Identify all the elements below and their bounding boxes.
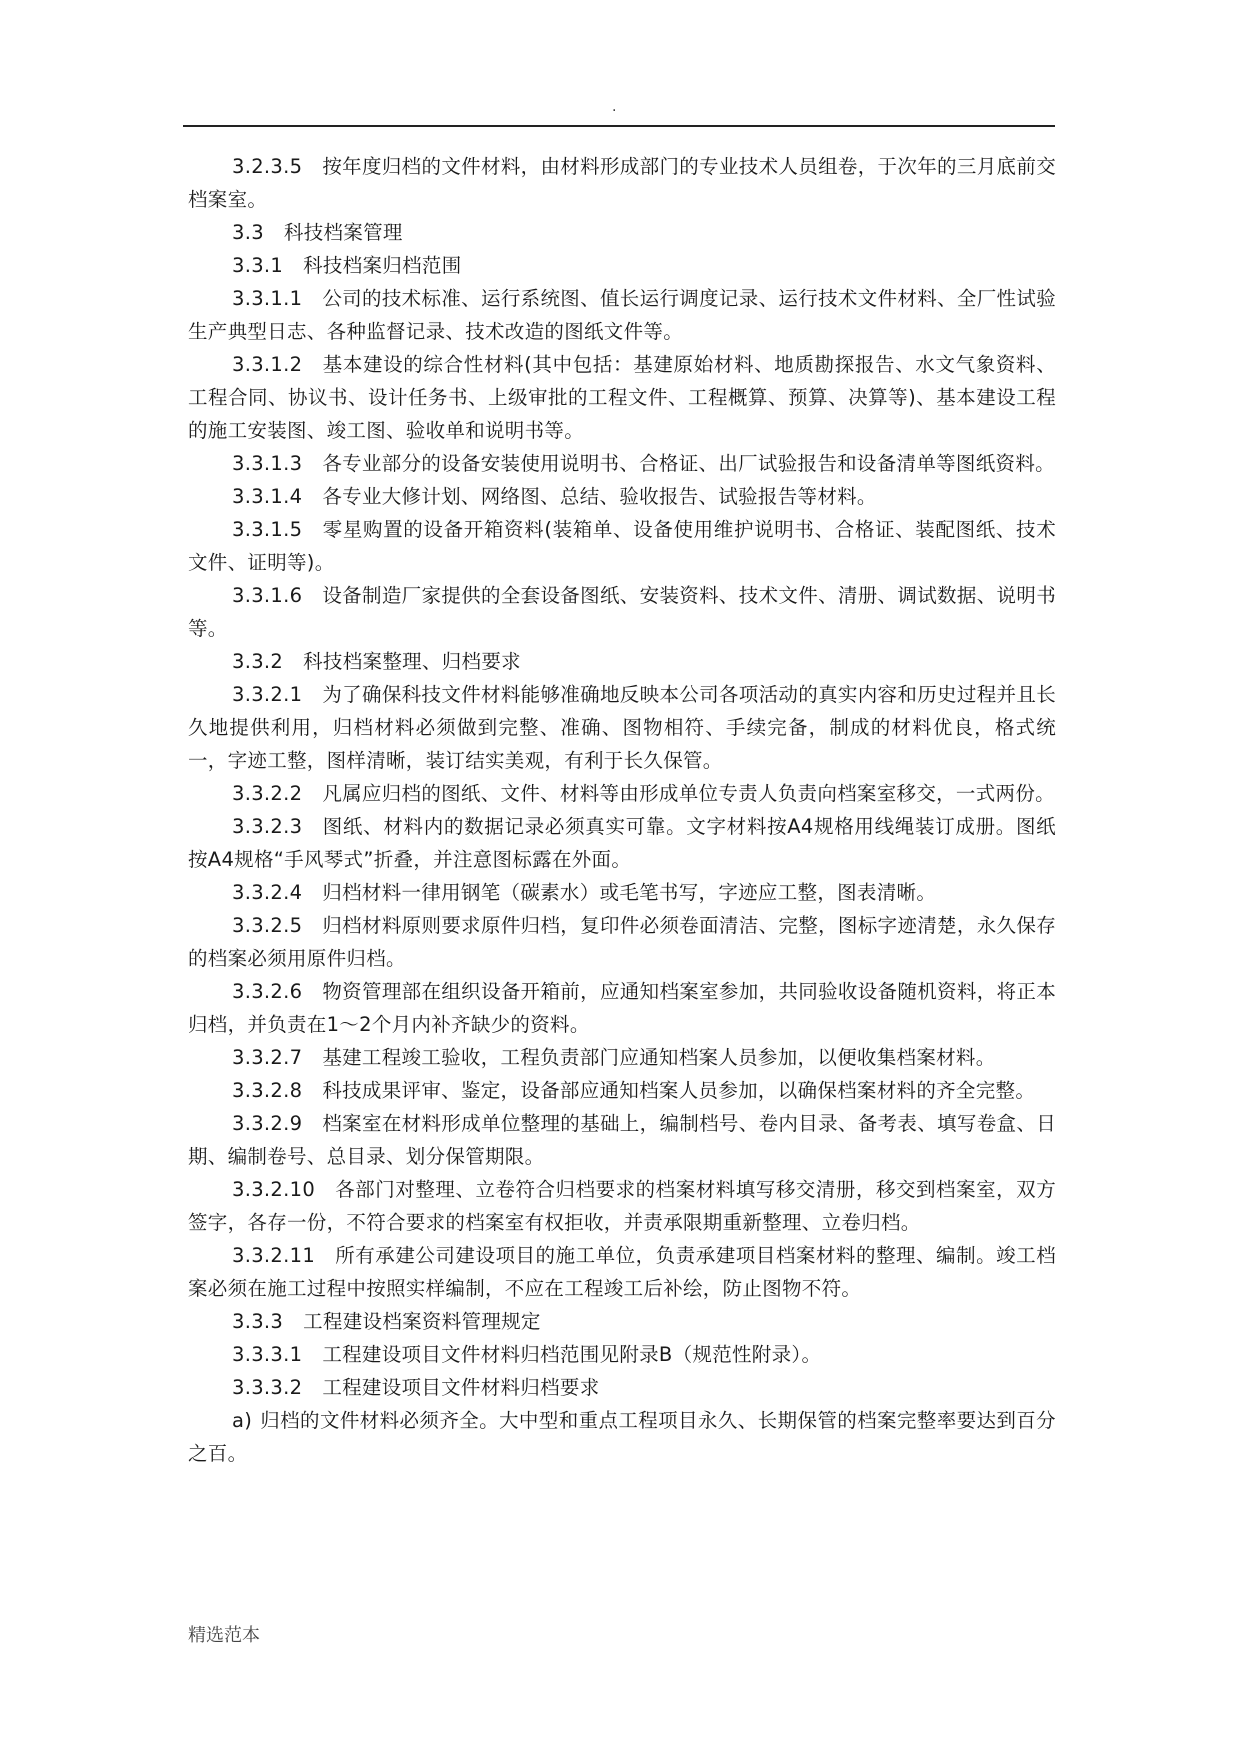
clause-number: 3.3.2.5 (232, 914, 303, 937)
clause-number: 3.3.1.1 (232, 287, 303, 310)
document-body (188, 150, 1056, 1470)
paragraph-3-3-1-4 (188, 480, 1056, 513)
list-marker: a) (232, 1409, 253, 1432)
clause-text: 科技档案管理 (283, 221, 403, 244)
paragraph-3-3-3-2 (188, 1371, 1056, 1404)
clause-number: 3.3.2.2 (232, 782, 303, 805)
header-mark: . (612, 99, 617, 115)
clause-text: 工程建设档案资料管理规定 (303, 1310, 541, 1333)
paragraph-3-3-2-7 (188, 1041, 1056, 1074)
clause-number: 3.3.2.8 (232, 1079, 303, 1102)
clause-text: 设备制造厂家提供的全套设备图纸、安装资料、技术文件、清册、调试数据、说明书等。 (188, 584, 1056, 640)
paragraph-3-3-2-11 (188, 1239, 1056, 1305)
section-heading-3-3-1 (188, 249, 1056, 282)
paragraph-3-3-2-1 (188, 678, 1056, 777)
paragraph-3-3-3-1 (188, 1338, 1056, 1371)
clause-number: 3.3.2 (232, 650, 284, 673)
clause-text: 图纸、材料内的数据记录必须真实可靠。文字材料按A4规格用线绳装订成册。图纸按A4规格“手风琴式”折叠，并注意图标露在外面。 (188, 815, 1056, 871)
clause-number: 3.3.3 (232, 1310, 284, 1333)
clause-number: 3.3.2.4 (232, 881, 303, 904)
clause-text: 公司的技术标准、运行系统图、值长运行调度记录、运行技术文件材料、全厂性试验生产典型日志、各种监督记录、技术改造的图纸文件等。 (188, 287, 1056, 343)
section-heading-3-3-2 (188, 645, 1056, 678)
clause-text: 物资管理部在组织设备开箱前，应通知档案室参加，共同验收设备随机资料，将正本归档，并负责在1～2个月内补齐缺少的资料。 (188, 980, 1056, 1036)
clause-text: 基建工程竣工验收，工程负责部门应通知档案人员参加，以便收集档案材料。 (322, 1046, 996, 1069)
paragraph-3-3-2-3 (188, 810, 1056, 876)
clause-text: 各部门对整理、立卷符合归档要求的档案材料填写移交清册，移交到档案室，双方签字，各存一份，不符合要求的档案室有权拒收，并责承限期重新整理、立卷归档。 (188, 1178, 1056, 1234)
clause-text: 按年度归档的文件材料，由材料形成部门的专业技术人员组卷，于次年的三月底前交档案室。 (188, 155, 1056, 211)
clause-number: 3.3.1.4 (232, 485, 303, 508)
clause-number: 3.2.3.5 (232, 155, 303, 178)
clause-text: 所有承建公司建设项目的施工单位，负责承建项目档案材料的整理、编制。竣工档案必须在施工过程中按照实样编制，不应在工程竣工后补绘，防止图物不符。 (188, 1244, 1056, 1300)
clause-number: 3.3.2.10 (232, 1178, 316, 1201)
clause-text: 各专业大修计划、网络图、总结、验收报告、试验报告等材料。 (322, 485, 877, 508)
clause-number: 3.3.2.7 (232, 1046, 303, 1069)
clause-text: 科技档案整理、归档要求 (303, 650, 521, 673)
paragraph-3-2-3-5 (188, 150, 1056, 216)
clause-number: 3.3.2.9 (232, 1112, 303, 1135)
clause-text: 基本建设的综合性材料(其中包括：基建原始材料、地质勘探报告、水文气象资料、工程合同、协议书、设计任务书、上级审批的工程文件、工程概算、预算、决算等)、基本建设工程的施工安装图、竣工图、验收单和说明书等。 (188, 353, 1056, 442)
clause-number: 3.3.2.11 (232, 1244, 316, 1267)
clause-text: 各专业部分的设备安装使用说明书、合格证、出厂试验报告和设备清单等图纸资料。 (322, 452, 1055, 475)
clause-text: 档案室在材料形成单位整理的基础上，编制档号、卷内目录、备考表、填写卷盒、日期、编制卷号、总目录、划分保管期限。 (188, 1112, 1056, 1168)
paragraph-3-3-2-4 (188, 876, 1056, 909)
paragraph-3-3-2-2 (188, 777, 1056, 810)
clause-number: 3.3.1 (232, 254, 284, 277)
clause-number: 3.3.3.1 (232, 1343, 303, 1366)
clause-number: 3.3.1.6 (232, 584, 303, 607)
clause-number: 3.3.2.1 (232, 683, 303, 706)
clause-text: 归档材料一律用钢笔（碳素水）或毛笔书写，字迹应工整，图表清晰。 (322, 881, 937, 904)
clause-text: 凡属应归档的图纸、文件、材料等由形成单位专责人负责向档案室移交，一式两份。 (322, 782, 1055, 805)
paragraph-3-3-2-6 (188, 975, 1056, 1041)
clause-number: 3.3.1.3 (232, 452, 303, 475)
paragraph-3-3-2-8 (188, 1074, 1056, 1107)
list-item-a (188, 1404, 1056, 1470)
paragraph-3-3-1-6 (188, 579, 1056, 645)
section-heading-3-3 (188, 216, 1056, 249)
paragraph-3-3-2-9 (188, 1107, 1056, 1173)
clause-text: 科技成果评审、鉴定，设备部应通知档案人员参加，以确保档案材料的齐全完整。 (322, 1079, 1036, 1102)
paragraph-3-3-2-10 (188, 1173, 1056, 1239)
clause-text: 归档的文件材料必须齐全。大中型和重点工程项目永久、长期保管的档案完整率要达到百分之百。 (188, 1409, 1056, 1465)
paragraph-3-3-1-3 (188, 447, 1056, 480)
clause-text: 归档材料原则要求原件归档，复印件必须卷面清洁、完整，图标字迹清楚，永久保存的档案必须用原件归档。 (188, 914, 1056, 970)
paragraph-3-3-1-5 (188, 513, 1056, 579)
paragraph-3-3-1-2 (188, 348, 1056, 447)
clause-number: 3.3.3.2 (232, 1376, 303, 1399)
header-rule (183, 125, 1055, 127)
clause-text: 工程建设项目文件材料归档范围见附录B（规范性附录）。 (322, 1343, 822, 1366)
section-heading-3-3-3 (188, 1305, 1056, 1338)
clause-number: 3.3.1.5 (232, 518, 303, 541)
clause-number: 3.3 (232, 221, 264, 244)
clause-text: 为了确保科技文件材料能够准确地反映本公司各项活动的真实内容和历史过程并且长久地提供利用，归档材料必须做到完整、准确、图物相符、手续完备，制成的材料优良，格式统一，字迹工整，图样清晰，装订结实美观，有利于长久保管。 (188, 683, 1056, 772)
clause-text: 工程建设项目文件材料归档要求 (322, 1376, 600, 1399)
clause-number: 3.3.2.3 (232, 815, 303, 838)
clause-text: 科技档案归档范围 (303, 254, 462, 277)
footer-note: 精选范本 (188, 1625, 260, 1646)
clause-number: 3.3.2.6 (232, 980, 303, 1003)
paragraph-3-3-1-1 (188, 282, 1056, 348)
clause-text: 零星购置的设备开箱资料(装箱单、设备使用维护说明书、合格证、装配图纸、技术文件、证明等)。 (188, 518, 1056, 574)
clause-number: 3.3.1.2 (232, 353, 303, 376)
paragraph-3-3-2-5 (188, 909, 1056, 975)
